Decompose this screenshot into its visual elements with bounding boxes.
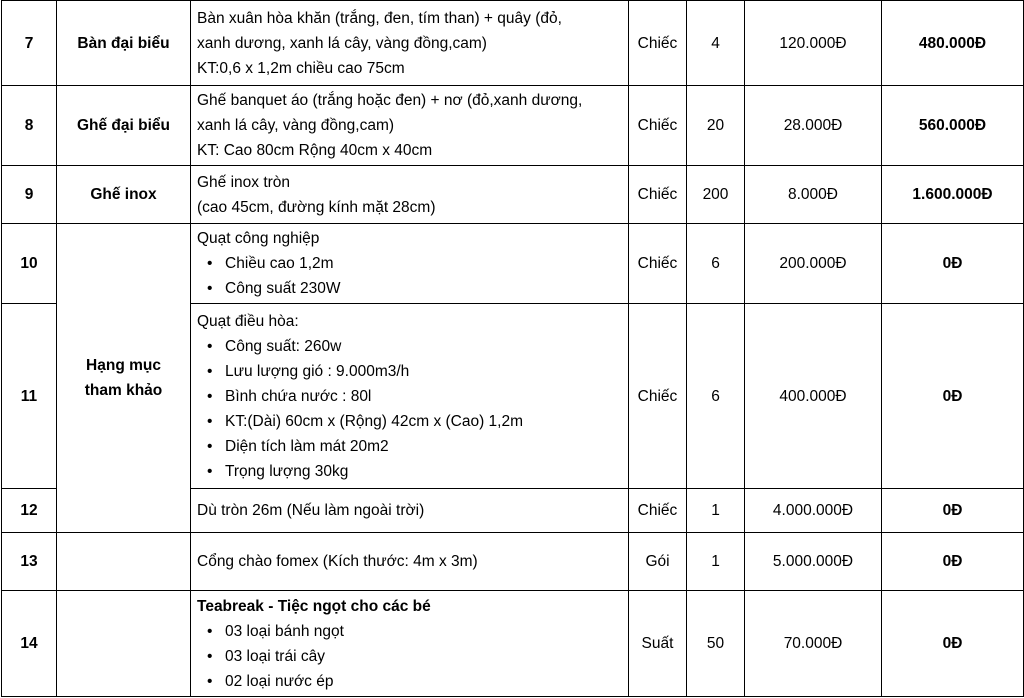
- description-heading: Teabreak - Tiệc ngọt cho các bé: [197, 597, 431, 615]
- item-total: 0Đ: [882, 489, 1024, 533]
- item-unit: Chiếc: [629, 166, 687, 224]
- row-number: 12: [2, 489, 57, 533]
- bullet-item: • Bình chứa nước : 80l: [225, 384, 622, 409]
- bullet-item: • Diện tích làm mát 20m2: [225, 434, 622, 459]
- row-number: 9: [2, 166, 57, 224]
- bullet-item: • 02 loại nước ép: [225, 669, 622, 694]
- item-quantity: 4: [687, 1, 745, 86]
- description-line: Cổng chào fomex (Kích thước: 4m x 3m): [197, 553, 478, 570]
- item-quantity: 50: [687, 591, 745, 697]
- item-quantity: 6: [687, 224, 745, 304]
- item-description: [191, 489, 629, 533]
- bullet-item: • Lưu lượng gió : 9.000m3/h: [225, 359, 622, 384]
- table-row: [2, 86, 1024, 166]
- description-line: Ghế banquet áo (trắng hoặc đen) + nơ (đỏ,xanh dương,: [197, 92, 583, 109]
- item-total: 0Đ: [882, 591, 1024, 697]
- bullet-list: [197, 251, 622, 301]
- item-name: [57, 533, 191, 591]
- row-number: 14: [2, 591, 57, 697]
- bullet-item: • Công suất: 260w: [225, 334, 622, 359]
- group-label-line: Hạng mục: [86, 357, 161, 374]
- item-unit: Gói: [629, 533, 687, 591]
- item-unit-price: 200.000Đ: [745, 224, 882, 304]
- bullet-item: • 03 loại trái cây: [225, 644, 622, 669]
- table-row: [2, 166, 1024, 224]
- table-row: [2, 1, 1024, 86]
- item-unit-price: 5.000.000Đ: [745, 533, 882, 591]
- item-unit: Suất: [629, 591, 687, 697]
- item-unit: Chiếc: [629, 86, 687, 166]
- item-total: 0Đ: [882, 304, 1024, 489]
- description-heading: Quạt điều hòa:: [197, 312, 299, 330]
- table-row: [2, 224, 1024, 304]
- item-description: [191, 224, 629, 304]
- description-line: KT: Cao 80cm Rộng 40cm x 40cm: [197, 142, 433, 159]
- item-description: [191, 166, 629, 224]
- bullet-item: • 03 loại bánh ngọt: [225, 619, 622, 644]
- item-unit-price: 28.000Đ: [745, 86, 882, 166]
- bullet-list: [197, 334, 622, 484]
- item-name: Bàn đại biểu: [57, 1, 191, 86]
- row-number: 7: [2, 1, 57, 86]
- row-number: 11: [2, 304, 57, 489]
- item-unit-price: 120.000Đ: [745, 1, 882, 86]
- description-line: Ghế inox tròn: [197, 173, 291, 191]
- item-unit-price: 70.000Đ: [745, 591, 882, 697]
- item-description: [191, 1, 629, 86]
- item-total: 0Đ: [882, 533, 1024, 591]
- item-quantity: 20: [687, 86, 745, 166]
- bullet-item: • Chiều cao 1,2m: [225, 251, 622, 276]
- item-quantity: 200: [687, 166, 745, 224]
- item-unit-price: 400.000Đ: [745, 304, 882, 489]
- item-name: Ghế inox: [57, 166, 191, 224]
- item-total: 480.000Đ: [882, 1, 1024, 86]
- group-label: [57, 224, 191, 533]
- item-description: [191, 533, 629, 591]
- quotation-table: [1, 0, 1024, 697]
- item-quantity: 1: [687, 489, 745, 533]
- item-name: [57, 591, 191, 697]
- group-label-line: tham khảo: [84, 382, 163, 399]
- item-description: [191, 304, 629, 489]
- item-name: Ghế đại biểu: [57, 86, 191, 166]
- item-total: 0Đ: [882, 224, 1024, 304]
- item-unit: Chiếc: [629, 224, 687, 304]
- row-number: 13: [2, 533, 57, 591]
- item-total: 1.600.000Đ: [882, 166, 1024, 224]
- description-line: (cao 45cm, đường kính mặt 28cm): [197, 198, 436, 216]
- item-unit: Chiếc: [629, 489, 687, 533]
- table-row: [2, 591, 1024, 697]
- description-line: xanh lá cây, vàng đồng,cam): [197, 117, 395, 134]
- item-description: [191, 86, 629, 166]
- item-description: [191, 591, 629, 697]
- table-row: [2, 533, 1024, 591]
- description-heading: Quạt công nghiệp: [197, 230, 320, 247]
- bullet-item: • Trọng lượng 30kg: [225, 459, 622, 484]
- description-line: Dù tròn 26m (Nếu làm ngoài trời): [197, 502, 425, 519]
- bullet-item: • KT:(Dài) 60cm x (Rộng) 42cm x (Cao) 1,2m: [225, 409, 622, 434]
- item-total: 560.000Đ: [882, 86, 1024, 166]
- bullet-item: • Công suất 230W: [225, 276, 622, 301]
- item-unit-price: 4.000.000Đ: [745, 489, 882, 533]
- description-line: KT:0,6 x 1,2m chiều cao 75cm: [197, 59, 405, 77]
- bullet-list: [197, 619, 622, 694]
- item-unit: Chiếc: [629, 1, 687, 86]
- row-number: 8: [2, 86, 57, 166]
- row-number: 10: [2, 224, 57, 304]
- description-line: xanh dương, xanh lá cây, vàng đồng,cam): [197, 34, 487, 52]
- item-quantity: 1: [687, 533, 745, 591]
- item-unit: Chiếc: [629, 304, 687, 489]
- item-unit-price: 8.000Đ: [745, 166, 882, 224]
- description-line: Bàn xuân hòa khăn (trắng, đen, tím than) + quây (đỏ,: [197, 9, 562, 27]
- item-quantity: 6: [687, 304, 745, 489]
